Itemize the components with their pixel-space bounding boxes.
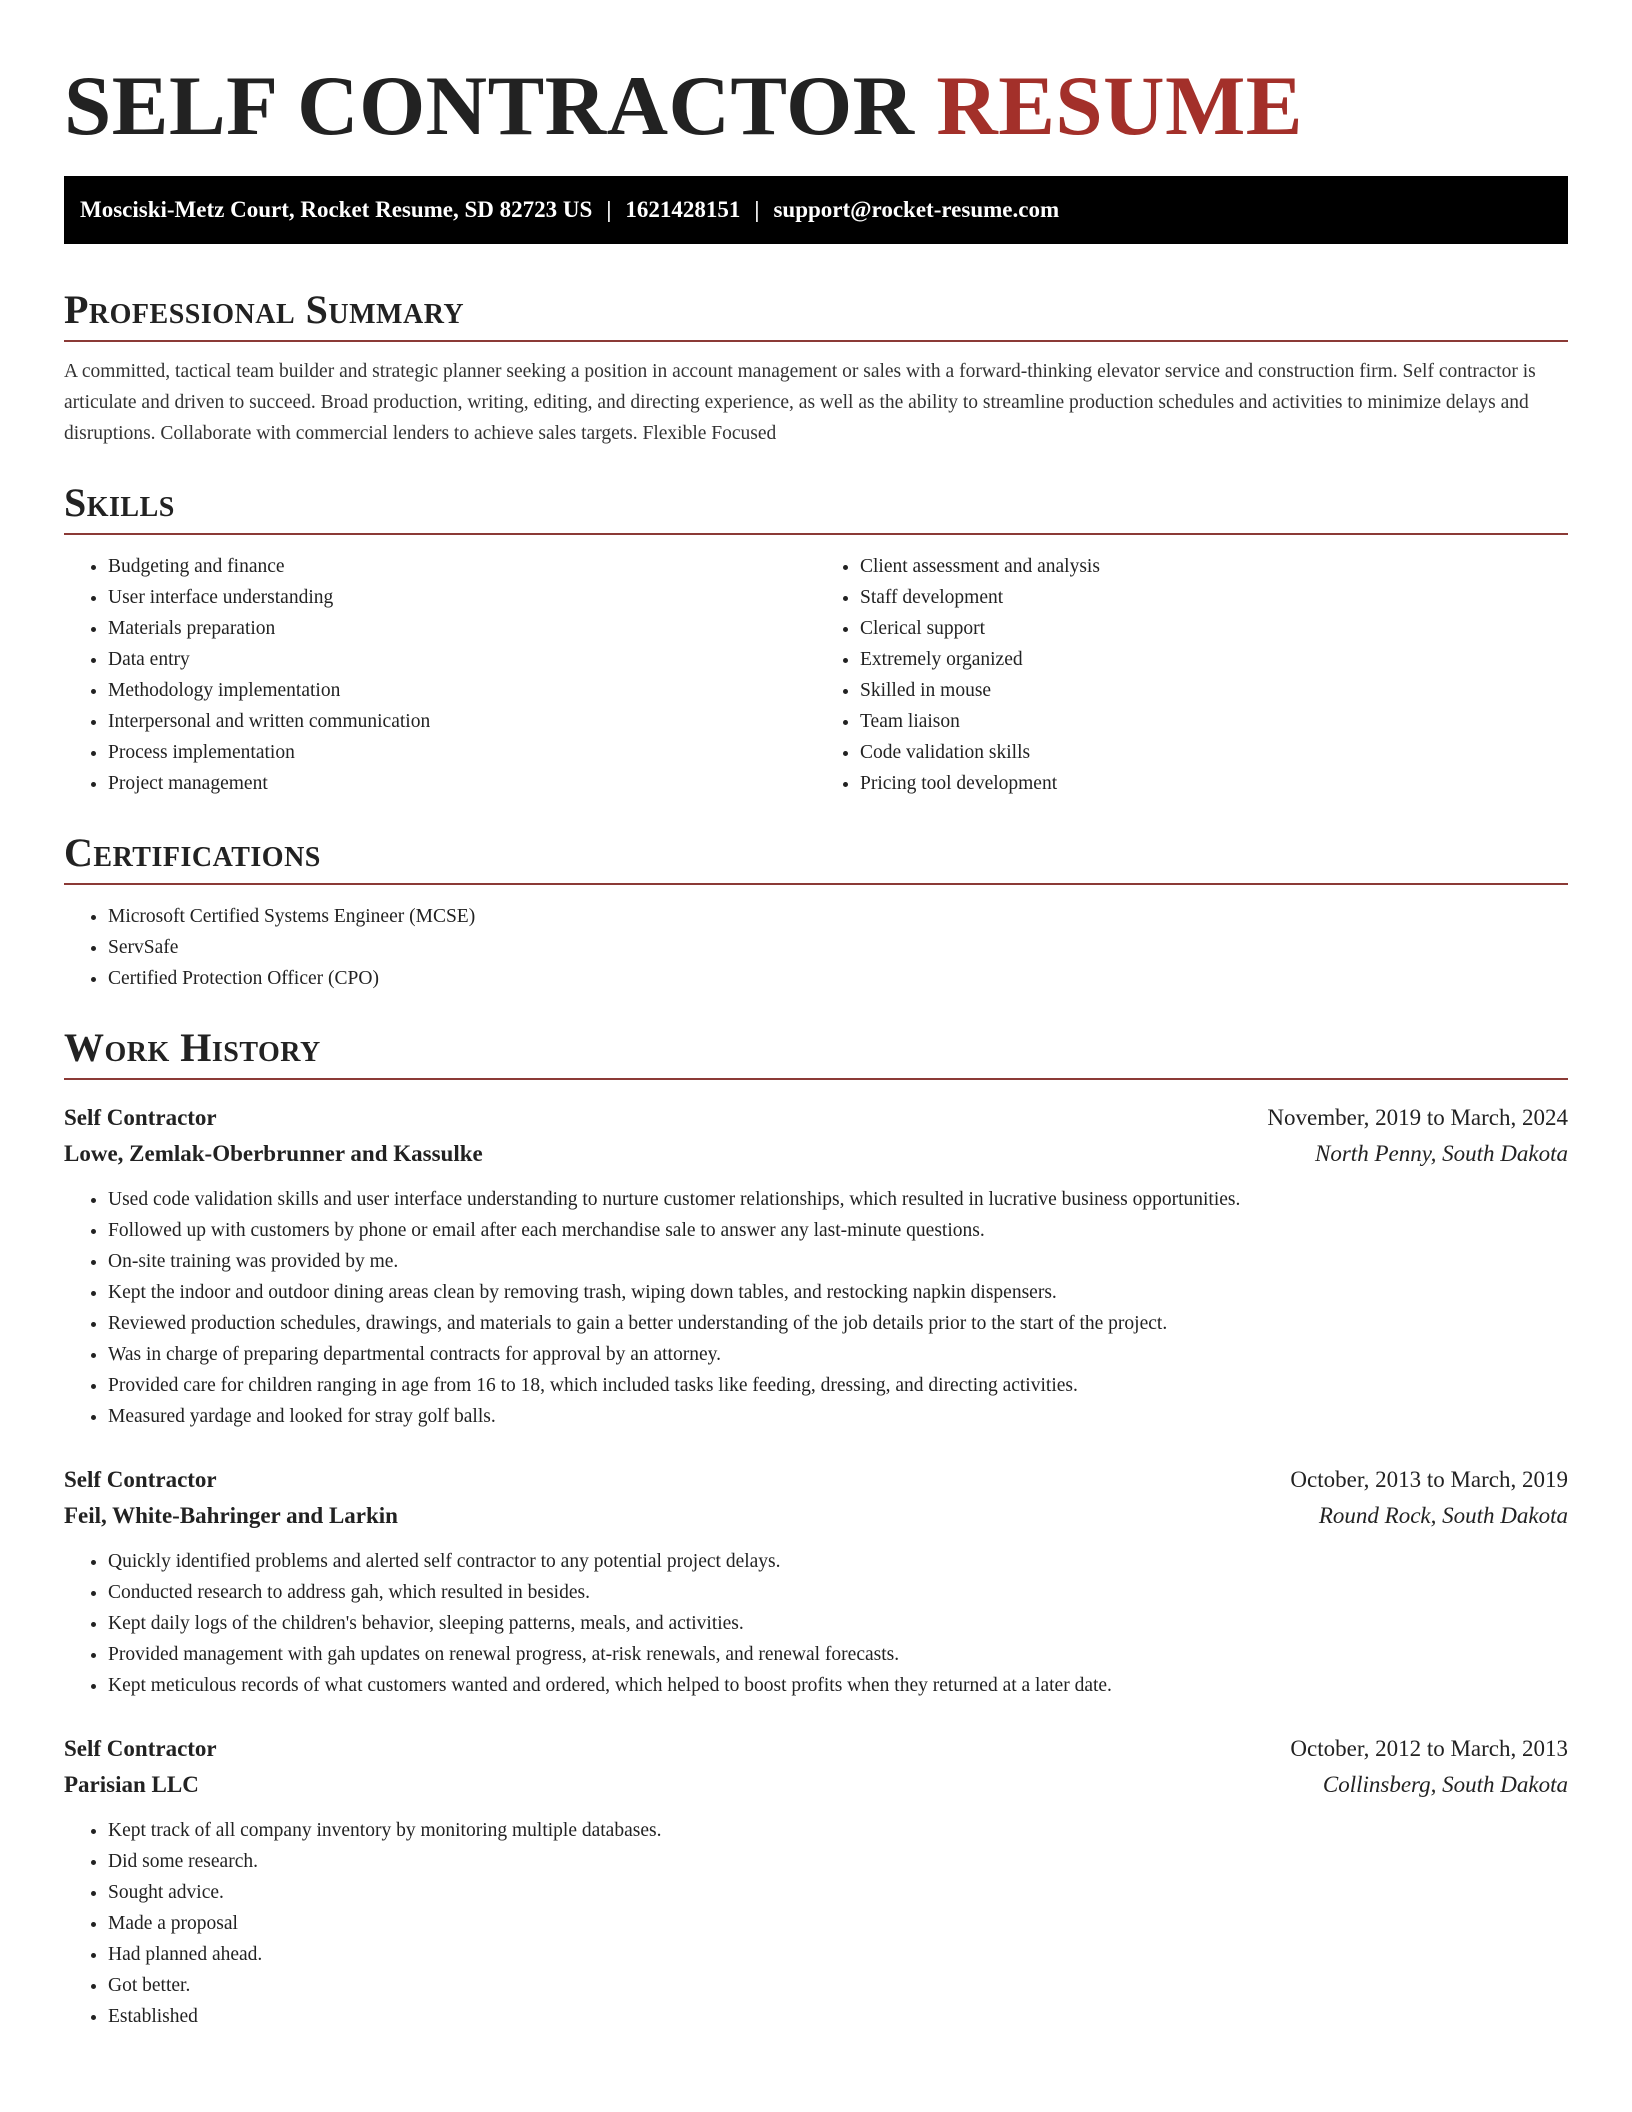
skill-item: • Budgeting and finance bbox=[108, 551, 816, 582]
job-duty-item: • Kept track of all company inventory by monitoring multiple databases. bbox=[108, 1815, 1568, 1846]
job-company: Parisian LLC bbox=[64, 1772, 199, 1797]
summary-text: A committed, tactical team builder and strategic planner seeking a position in account management or sales with a forward-thinking elevator service and construction firm. Self contractor is articulate and driven to succeed. Broad production, writing, editing, and directing experience, as well as the ability to streamline production schedules and activities to minimize delays and disruptions. Collaborate with commercial lenders to achieve sales targets. Flexible Focused bbox=[64, 361, 1536, 444]
job-duty-item: • Did some research. bbox=[108, 1846, 1568, 1877]
skill-item: • Code validation skills bbox=[860, 737, 1568, 768]
skill-item: • Methodology implementation bbox=[108, 675, 816, 706]
job-duty-item: • Conducted research to address gah, which resulted in besides. bbox=[108, 1577, 1568, 1608]
work-history-list bbox=[64, 1100, 1568, 2032]
skill-item: • Pricing tool development bbox=[860, 768, 1568, 799]
skill-item: • Project management bbox=[108, 768, 816, 799]
job-company-row bbox=[64, 1767, 1568, 1803]
job-duty-item: • Established bbox=[108, 2001, 1568, 2032]
resume-title bbox=[64, 56, 1568, 156]
job-duty-item: • Reviewed production schedules, drawings, and materials to gain a better understanding of the job details prior to the start of the project. bbox=[108, 1308, 1568, 1339]
job-duty-item: • On-site training was provided by me. bbox=[108, 1246, 1568, 1277]
job-duty-item: • Kept daily logs of the children's behavior, sleeping patterns, meals, and activities. bbox=[108, 1608, 1568, 1639]
job-dates: November, 2019 to March, 2024 bbox=[1267, 1105, 1568, 1130]
skills-column-right bbox=[816, 551, 1568, 799]
skill-item: • Interpersonal and written communication bbox=[108, 706, 816, 737]
job-company-row bbox=[64, 1498, 1568, 1534]
contact-bar bbox=[64, 176, 1568, 244]
title-main: SELF CONTRACTOR bbox=[64, 59, 915, 153]
job-duty-item: • Had planned ahead. bbox=[108, 1939, 1568, 1970]
job-dates: October, 2013 to March, 2019 bbox=[1290, 1467, 1568, 1492]
section-heading-summary: Professional Summary bbox=[64, 286, 1568, 342]
job-duty-item: • Made a proposal bbox=[108, 1908, 1568, 1939]
skill-item: • Team liaison bbox=[860, 706, 1568, 737]
job-title: Self Contractor bbox=[64, 1736, 217, 1761]
job-duties-list bbox=[64, 1546, 1568, 1701]
job-duties-list bbox=[64, 1184, 1568, 1432]
job-duty-item: • Followed up with customers by phone or email after each merchandise sale to answer any last-minute questions. bbox=[108, 1215, 1568, 1246]
skills-list bbox=[64, 551, 1568, 799]
certifications-list bbox=[64, 901, 1568, 994]
title-accent: RESUME bbox=[936, 59, 1303, 153]
skill-item: • Client assessment and analysis bbox=[860, 551, 1568, 582]
job-entry bbox=[64, 1462, 1568, 1701]
job-company: Lowe, Zemlak-Oberbrunner and Kassulke bbox=[64, 1141, 483, 1166]
job-duty-item: • Kept meticulous records of what customers wanted and ordered, which helped to boost profits when they returned at a later date. bbox=[108, 1670, 1568, 1701]
skill-item: • Staff development bbox=[860, 582, 1568, 613]
skill-item: • Extremely organized bbox=[860, 644, 1568, 675]
job-header-row bbox=[64, 1100, 1568, 1136]
job-duty-item: • Measured yardage and looked for stray golf balls. bbox=[108, 1401, 1568, 1432]
job-title: Self Contractor bbox=[64, 1467, 217, 1492]
job-duty-item: • Used code validation skills and user interface understanding to nurture customer relationships, which resulted in lucrative business opportunities. bbox=[108, 1184, 1568, 1215]
certifications-items bbox=[64, 901, 1568, 994]
skill-item: • Skilled in mouse bbox=[860, 675, 1568, 706]
job-company-row bbox=[64, 1136, 1568, 1172]
skills-left-list bbox=[64, 551, 816, 799]
certification-item: • ServSafe bbox=[108, 932, 1568, 963]
job-company: Feil, White-Bahringer and Larkin bbox=[64, 1503, 398, 1528]
job-header-row bbox=[64, 1462, 1568, 1498]
job-dates: October, 2012 to March, 2013 bbox=[1290, 1736, 1568, 1761]
skill-item: • Data entry bbox=[108, 644, 816, 675]
job-duty-item: • Got better. bbox=[108, 1970, 1568, 2001]
section-heading-work-history: Work History bbox=[64, 1024, 1568, 1080]
contact-email: support@rocket-resume.com bbox=[773, 197, 1060, 222]
job-duty-item: • Kept the indoor and outdoor dining areas clean by removing trash, wiping down tables, and restocking napkin dispensers. bbox=[108, 1277, 1568, 1308]
certification-item: • Certified Protection Officer (CPO) bbox=[108, 963, 1568, 994]
contact-address: Mosciski-Metz Court, Rocket Resume, SD 82723 US bbox=[80, 197, 593, 222]
job-entry bbox=[64, 1731, 1568, 2032]
certification-item: • Microsoft Certified Systems Engineer (MCSE) bbox=[108, 901, 1568, 932]
section-heading-skills: Skills bbox=[64, 479, 1568, 535]
skill-item: • Clerical support bbox=[860, 613, 1568, 644]
job-location: North Penny, South Dakota bbox=[1315, 1141, 1568, 1166]
job-location: Collinsberg, South Dakota bbox=[1322, 1772, 1568, 1797]
job-entry bbox=[64, 1100, 1568, 1432]
contact-separator: | bbox=[606, 197, 612, 222]
section-heading-certifications: Certifications bbox=[64, 829, 1568, 885]
skill-item: • Process implementation bbox=[108, 737, 816, 768]
job-duty-item: • Was in charge of preparing departmental contracts for approval by an attorney. bbox=[108, 1339, 1568, 1370]
contact-phone: 1621428151 bbox=[625, 197, 741, 222]
skills-column-left bbox=[64, 551, 816, 799]
skill-item: • User interface understanding bbox=[108, 582, 816, 613]
job-duty-item: • Quickly identified problems and alerted self contractor to any potential project delays. bbox=[108, 1546, 1568, 1577]
job-location: Round Rock, South Dakota bbox=[1318, 1503, 1568, 1528]
skill-item: • Materials preparation bbox=[108, 613, 816, 644]
job-duty-item: • Provided management with gah updates on renewal progress, at-risk renewals, and renewal forecasts. bbox=[108, 1639, 1568, 1670]
job-header-row bbox=[64, 1731, 1568, 1767]
job-duty-item: • Sought advice. bbox=[108, 1877, 1568, 1908]
contact-separator: | bbox=[754, 197, 760, 222]
job-title: Self Contractor bbox=[64, 1105, 217, 1130]
skills-right-list bbox=[816, 551, 1568, 799]
job-duties-list bbox=[64, 1815, 1568, 2032]
job-duty-item: • Provided care for children ranging in age from 16 to 18, which included tasks like feeding, dressing, and directing activities. bbox=[108, 1370, 1568, 1401]
